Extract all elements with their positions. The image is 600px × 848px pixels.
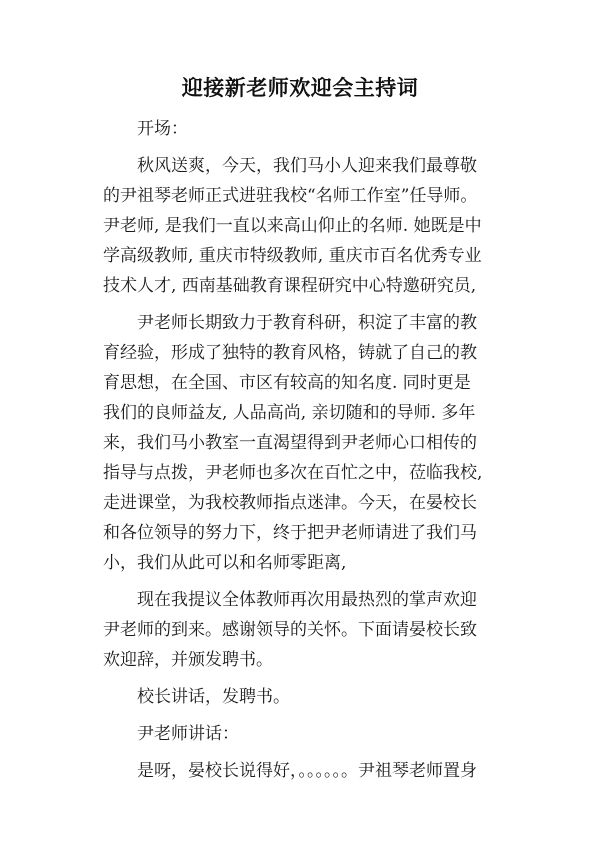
paragraph-line: 的尹祖琴老师正式进驻我校“名师工作室”任导师。 <box>103 186 478 206</box>
paragraph-line: 育思想，在全国、市区有较高的知名度. 同时更是 <box>103 373 471 393</box>
paragraph-line: 尹老师, 是我们一直以来高山仰止的名师. 她既是中 <box>103 216 482 236</box>
paragraph-line: 技术人才, 西南基础教育课程研究中心特邀研究员, <box>103 276 477 296</box>
paragraph-line: 尹老师的到来。感谢领导的关怀。下面请晏校长致 <box>103 620 477 640</box>
paragraph-line: 学高级教师, 重庆市特级教师, 重庆市百名优秀专业 <box>103 246 482 266</box>
paragraph-line: 来，我们马小教室一直渴望得到尹老师心口相传的 <box>103 433 477 453</box>
paragraph-line: 走进课堂，为我校教师指点迷津。今天，在晏校长 <box>103 493 477 513</box>
paragraph-line: 指导与点拨，尹老师也多次在百忙之中，莅临我校, <box>103 463 483 483</box>
paragraph-line: 尹老师讲话： <box>137 724 239 744</box>
paragraph-line: 现在我提议全体教师再次用最热烈的掌声欢迎 <box>137 590 477 610</box>
paragraph-line: 育经验，形成了独特的教育风格，铸就了自己的教 <box>103 343 477 363</box>
paragraph-line: 小，我们从此可以和名师零距离, <box>103 553 347 573</box>
document-title: 迎接新老师欢迎会主持词 <box>181 76 419 100</box>
paragraph-line: 秋风送爽，今天，我们马小人迎来我们最尊敬 <box>137 156 477 176</box>
paragraph-line: 和各位领导的努力下，终于把尹老师请进了我们马 <box>103 523 477 543</box>
paragraph-line: 开场： <box>137 119 188 139</box>
paragraph-line: 尹老师长期致力于教育科研，积淀了丰富的教 <box>137 313 477 333</box>
document-body <box>103 114 503 786</box>
paragraph-line: 是呀，晏校长说得好，。。。。。。尹祖琴老师置身 <box>137 761 477 781</box>
paragraph-line: 校长讲话，发聘书。 <box>137 687 290 707</box>
paragraph-line: 我们的良师益友, 人品高尚, 亲切随和的导师. 多年 <box>103 403 476 423</box>
paragraph-line: 欢迎辞，并颁发聘书。 <box>103 650 273 670</box>
